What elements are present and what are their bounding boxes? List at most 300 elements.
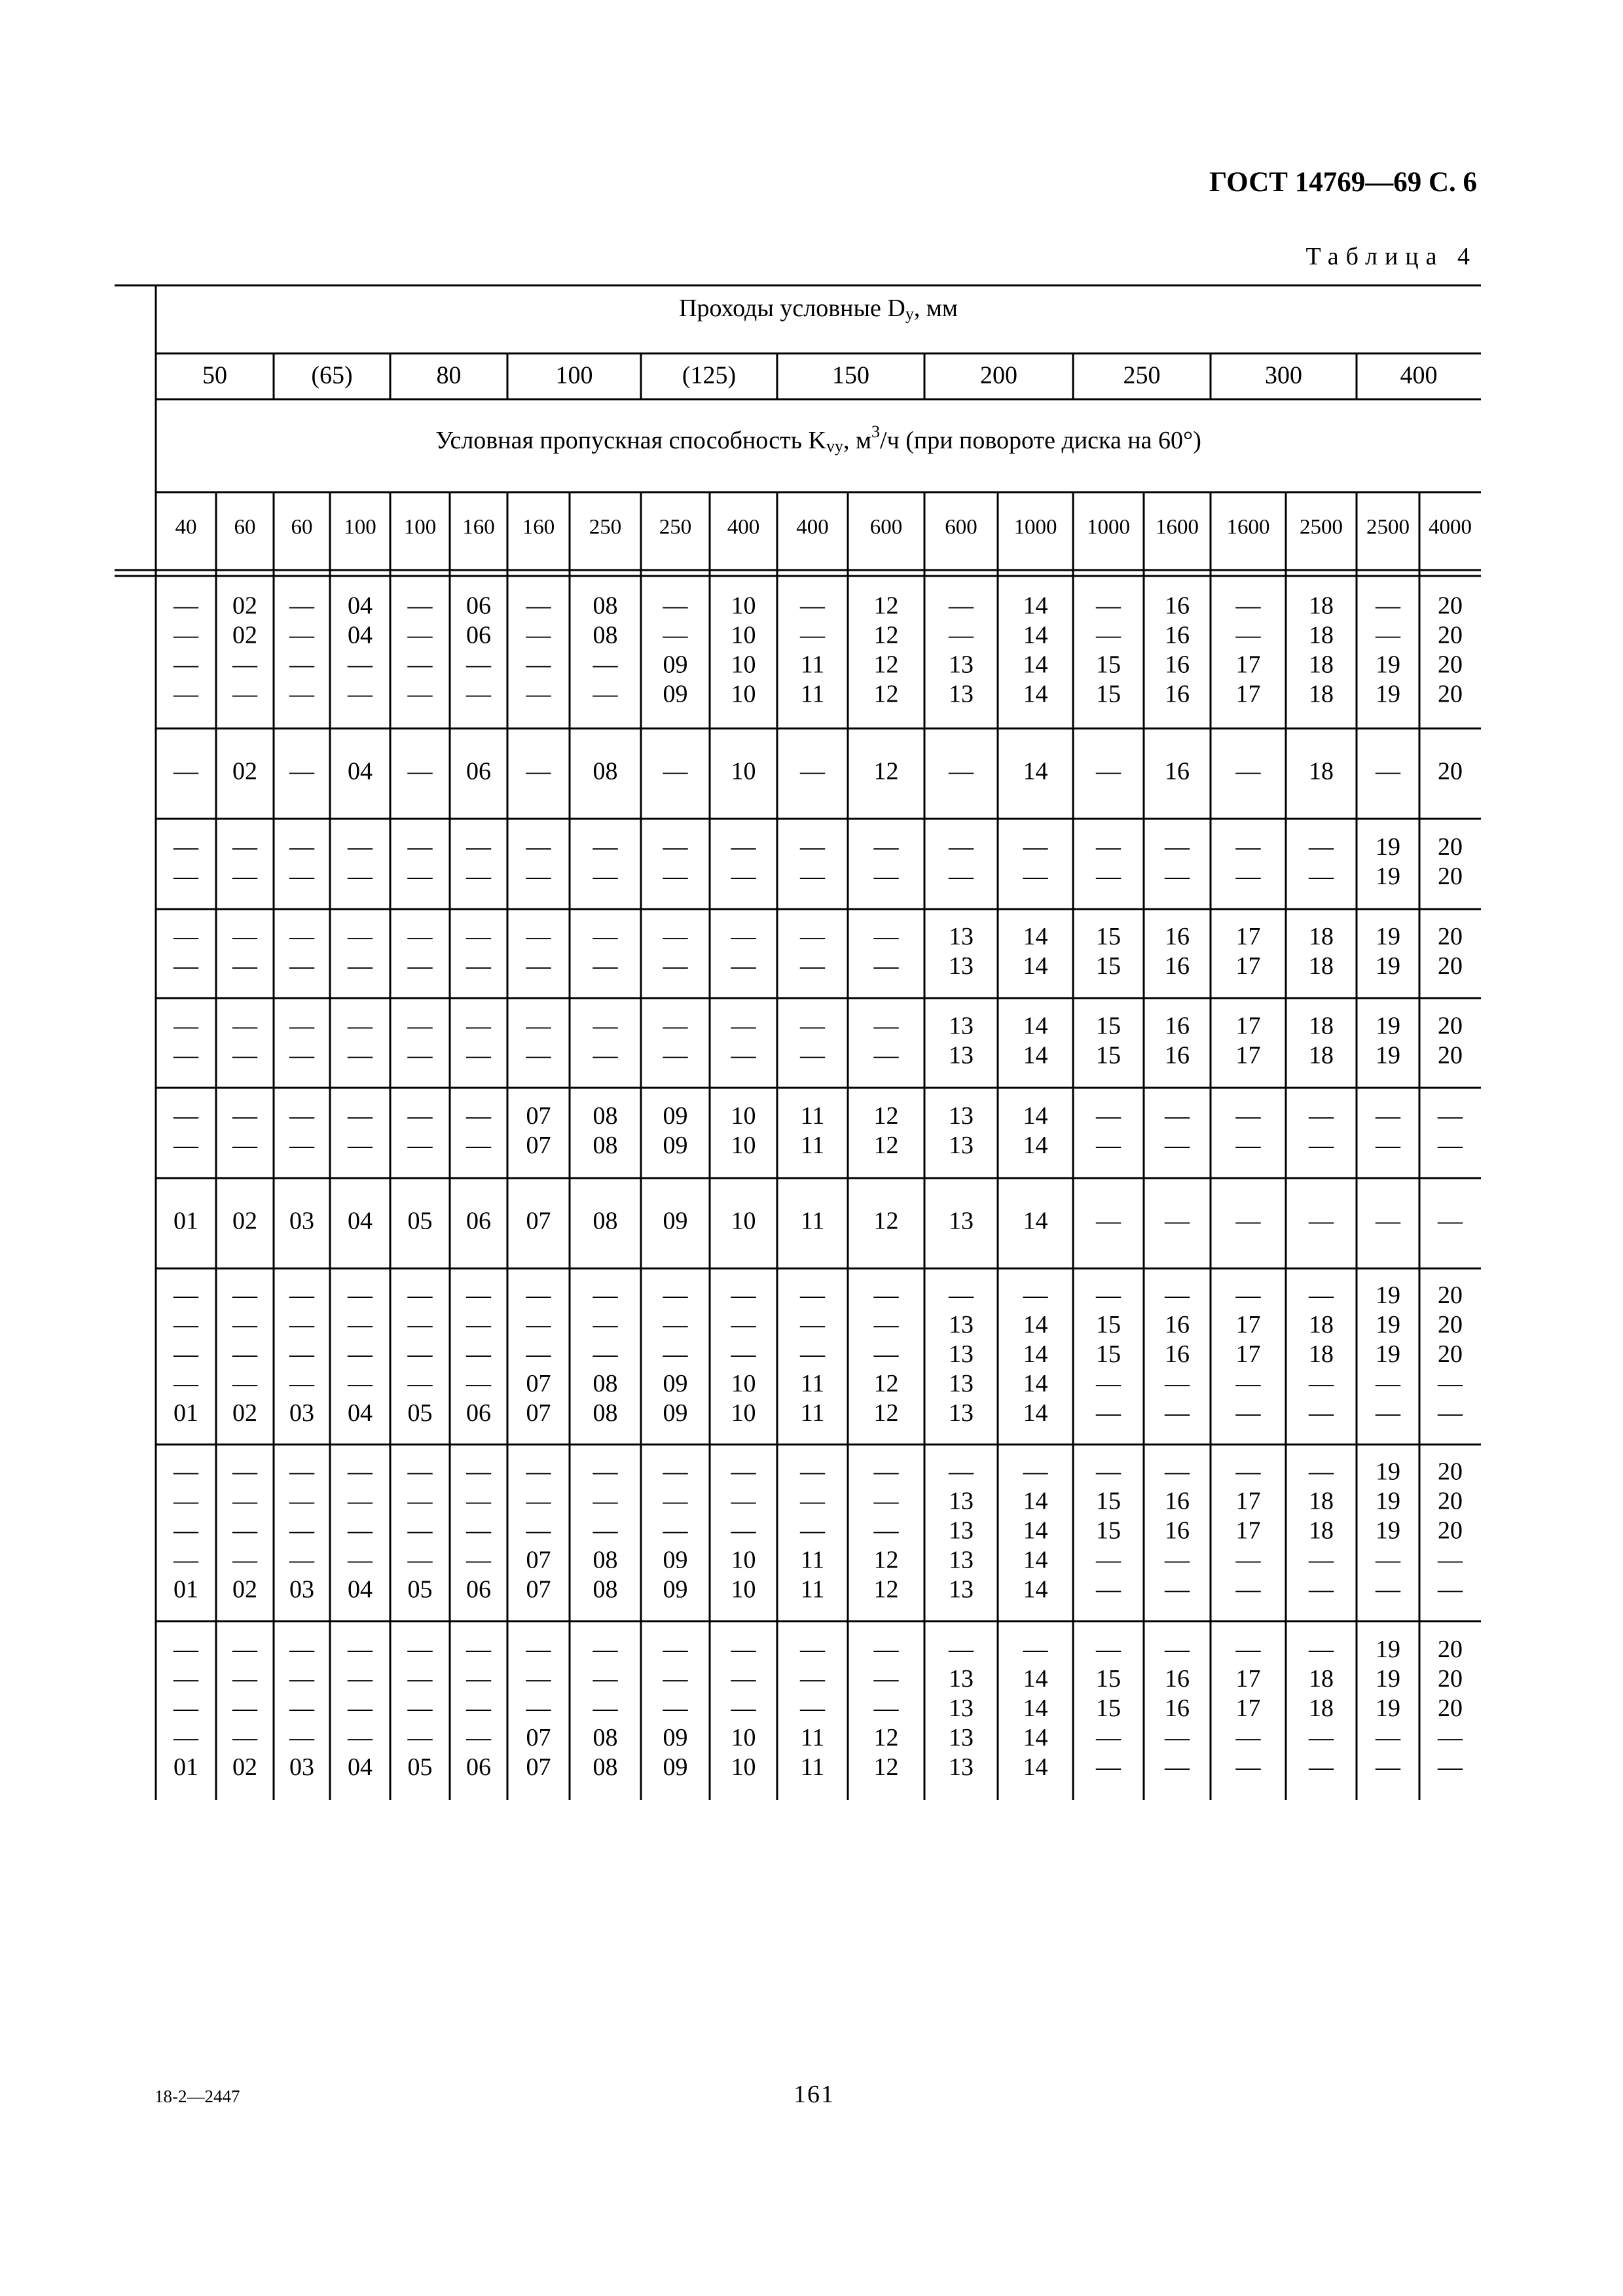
table-cell: 16 bbox=[1165, 1340, 1190, 1369]
table-cell: 10 bbox=[731, 1132, 756, 1160]
table-cell: 02 bbox=[232, 1575, 257, 1604]
table-cell: — bbox=[173, 1102, 198, 1130]
table-cell: — bbox=[800, 1012, 825, 1040]
table-cell: 07 bbox=[526, 1753, 551, 1782]
table-cell: — bbox=[800, 1636, 825, 1664]
kv-value-label: 1600 bbox=[1226, 515, 1270, 539]
table-cell: — bbox=[663, 757, 688, 785]
table-cell: — bbox=[1096, 1724, 1121, 1752]
table-cell: — bbox=[593, 833, 618, 861]
table-cell: — bbox=[1235, 1724, 1261, 1752]
table-cell: — bbox=[949, 1636, 974, 1664]
table-cell: 19 bbox=[1376, 1487, 1400, 1515]
table-cell: 11 bbox=[800, 1724, 825, 1752]
table-cell: 15 bbox=[1096, 1311, 1121, 1339]
table-cell: 04 bbox=[348, 621, 373, 649]
diameter-label: 80 bbox=[436, 361, 462, 389]
table-cell: — bbox=[873, 1012, 899, 1040]
table-cell: — bbox=[873, 1041, 899, 1069]
table-cell: — bbox=[873, 923, 899, 951]
table-cell: — bbox=[466, 680, 491, 708]
table-cell: 12 bbox=[873, 1132, 899, 1160]
table-cell: 15 bbox=[1096, 923, 1121, 951]
table-cell: 16 bbox=[1165, 1516, 1190, 1545]
table-cell: — bbox=[663, 1516, 688, 1545]
table-cell: — bbox=[593, 1282, 618, 1310]
table-cell: — bbox=[663, 952, 688, 980]
table-cell: — bbox=[731, 1041, 756, 1069]
table-cell: — bbox=[663, 1041, 688, 1069]
table-cell: 19 bbox=[1376, 923, 1400, 951]
table-cell: — bbox=[232, 1340, 257, 1369]
table-cell: 10 bbox=[731, 757, 756, 785]
table-cell: 17 bbox=[1235, 1695, 1261, 1723]
table-cell: — bbox=[1096, 1399, 1121, 1427]
table-cell: — bbox=[526, 833, 551, 861]
table-cell: — bbox=[466, 1724, 491, 1752]
table-cell: — bbox=[1096, 833, 1121, 861]
table-cell: 04 bbox=[348, 1575, 373, 1604]
table-cell: 11 bbox=[800, 1546, 825, 1574]
table-cell: — bbox=[232, 1012, 257, 1040]
table-cell: — bbox=[1165, 1458, 1190, 1486]
table-cell: 08 bbox=[593, 1546, 618, 1574]
table-cell: — bbox=[1438, 1546, 1463, 1574]
table-cell: — bbox=[289, 1340, 314, 1369]
table-cell: 18 bbox=[1309, 1665, 1334, 1693]
table-cell: 14 bbox=[1023, 1207, 1048, 1235]
table-cell: 13 bbox=[949, 1724, 974, 1752]
table-cell: — bbox=[873, 1665, 899, 1693]
table-cell: — bbox=[526, 680, 551, 708]
table-cell: 13 bbox=[949, 1399, 974, 1427]
table-cell: 19 bbox=[1376, 1340, 1400, 1369]
table-cell: 19 bbox=[1376, 1012, 1400, 1040]
table-cell: 13 bbox=[949, 680, 974, 708]
table-cell: — bbox=[466, 651, 491, 679]
table-cell: — bbox=[289, 680, 314, 708]
kv-value-label: 600 bbox=[869, 515, 903, 539]
table-cell: — bbox=[232, 1516, 257, 1545]
table-cell: 07 bbox=[526, 1102, 551, 1130]
table-cell: 19 bbox=[1376, 952, 1400, 980]
table-cell: — bbox=[949, 757, 974, 785]
table-cell: — bbox=[1023, 863, 1048, 891]
table-cell: — bbox=[1096, 1458, 1121, 1486]
table-cell: — bbox=[800, 863, 825, 891]
table-cell: 09 bbox=[663, 1753, 688, 1782]
kv-value-label: 4000 bbox=[1429, 515, 1472, 539]
kv-value-label: 100 bbox=[403, 515, 437, 539]
table-cell: — bbox=[800, 1041, 825, 1069]
table-cell: — bbox=[1376, 1753, 1400, 1782]
table-cell: 09 bbox=[663, 1102, 688, 1130]
table-cell: 19 bbox=[1376, 1636, 1400, 1664]
table-cell: 02 bbox=[232, 1399, 257, 1427]
table-cell: 20 bbox=[1438, 1487, 1463, 1515]
table-cell: 20 bbox=[1438, 1282, 1463, 1310]
table-cell: 19 bbox=[1376, 680, 1400, 708]
table-cell: — bbox=[289, 1487, 314, 1515]
table-cell: — bbox=[1096, 1546, 1121, 1574]
table-cell: — bbox=[466, 1102, 491, 1130]
table-cell: — bbox=[1165, 1370, 1190, 1398]
table-cell: — bbox=[949, 1458, 974, 1486]
table-cell: 12 bbox=[873, 651, 899, 679]
table-cell: — bbox=[1235, 1753, 1261, 1782]
table-cell: 09 bbox=[663, 1132, 688, 1160]
table-cell: 02 bbox=[232, 1753, 257, 1782]
table-cell: 10 bbox=[731, 1546, 756, 1574]
table-cell: 17 bbox=[1235, 1041, 1261, 1069]
table-cell: — bbox=[173, 1487, 198, 1515]
table-cell: — bbox=[731, 1487, 756, 1515]
table-cell: — bbox=[348, 1724, 373, 1752]
table-cell: — bbox=[1309, 1636, 1334, 1664]
table-cell: — bbox=[173, 1311, 198, 1339]
table-cell: — bbox=[1309, 1399, 1334, 1427]
table-cell: — bbox=[1376, 621, 1400, 649]
table-cell: — bbox=[800, 1282, 825, 1310]
table-cell: 13 bbox=[949, 1516, 974, 1545]
table-cell: 12 bbox=[873, 1370, 899, 1398]
table-cell: — bbox=[731, 923, 756, 951]
table-cell: — bbox=[593, 680, 618, 708]
table-cell: 04 bbox=[348, 757, 373, 785]
diameter-label: 300 bbox=[1265, 361, 1302, 389]
table-cell: 13 bbox=[949, 1102, 974, 1130]
kv-value-label: 60 bbox=[291, 515, 313, 539]
table-cell: 18 bbox=[1309, 1695, 1334, 1723]
table-cell: — bbox=[289, 1282, 314, 1310]
table-cell: — bbox=[348, 833, 373, 861]
table-cell: 14 bbox=[1023, 1695, 1048, 1723]
table-cell: — bbox=[1235, 1132, 1261, 1160]
table-cell: 14 bbox=[1023, 1546, 1048, 1574]
table-cell: — bbox=[348, 1636, 373, 1664]
kv-value-label: 1000 bbox=[1087, 515, 1130, 539]
table-cell: — bbox=[348, 1370, 373, 1398]
table-cell: — bbox=[289, 1311, 314, 1339]
table-cell: — bbox=[173, 651, 198, 679]
table-cell: — bbox=[173, 1132, 198, 1160]
table-cell: — bbox=[1023, 1458, 1048, 1486]
table-cell: — bbox=[466, 952, 491, 980]
table-cell: 12 bbox=[873, 592, 899, 620]
table-cell: — bbox=[232, 680, 257, 708]
table-cell: 06 bbox=[466, 1399, 491, 1427]
table-cell: — bbox=[1096, 863, 1121, 891]
table-cell: 17 bbox=[1235, 1012, 1261, 1040]
table-cell: — bbox=[663, 1311, 688, 1339]
table-cell: — bbox=[289, 1458, 314, 1486]
table-cell: 20 bbox=[1438, 1311, 1463, 1339]
table-cell: 03 bbox=[289, 1399, 314, 1427]
table-cell: 13 bbox=[949, 1665, 974, 1693]
table-cell: — bbox=[232, 1695, 257, 1723]
table-cell: — bbox=[800, 833, 825, 861]
table-cell: 15 bbox=[1096, 952, 1121, 980]
table-cell: 17 bbox=[1235, 1516, 1261, 1545]
table-cell: — bbox=[407, 863, 433, 891]
table-cell: 07 bbox=[526, 1207, 551, 1235]
table-cell: — bbox=[1235, 1636, 1261, 1664]
table-cell: — bbox=[1309, 1724, 1334, 1752]
table-cell: — bbox=[800, 1340, 825, 1369]
kv-value-label: 250 bbox=[589, 515, 622, 539]
table-cell: — bbox=[1165, 1575, 1190, 1604]
table-cell: 14 bbox=[1023, 1132, 1048, 1160]
table-cell: — bbox=[466, 923, 491, 951]
table-cell: 14 bbox=[1023, 1724, 1048, 1752]
table-cell: 15 bbox=[1096, 1665, 1121, 1693]
table-cell: — bbox=[593, 1041, 618, 1069]
table-cell: 11 bbox=[800, 1102, 825, 1130]
table-cell: — bbox=[1096, 1132, 1121, 1160]
table-cell: — bbox=[593, 1487, 618, 1515]
table-cell: — bbox=[173, 952, 198, 980]
table-cell: 08 bbox=[593, 1399, 618, 1427]
table-cell: 19 bbox=[1376, 651, 1400, 679]
table-cell: 18 bbox=[1309, 621, 1334, 649]
table-cell: 18 bbox=[1309, 680, 1334, 708]
table-cell: — bbox=[1309, 1458, 1334, 1486]
table-cell: — bbox=[526, 1311, 551, 1339]
table-cell: — bbox=[232, 1132, 257, 1160]
table-cell: — bbox=[289, 1370, 314, 1398]
table-cell: — bbox=[949, 1282, 974, 1310]
table-cell: 05 bbox=[407, 1575, 433, 1604]
table-cell: — bbox=[1376, 1399, 1400, 1427]
table-cell: 06 bbox=[466, 757, 491, 785]
table-cell: 13 bbox=[949, 1311, 974, 1339]
table-cell: 16 bbox=[1165, 952, 1190, 980]
table-cell: — bbox=[289, 863, 314, 891]
table-cell: — bbox=[1376, 1575, 1400, 1604]
table-cell: 10 bbox=[731, 1102, 756, 1130]
table-cell: — bbox=[1096, 1207, 1121, 1235]
table-cell: — bbox=[232, 1546, 257, 1574]
table-cell: — bbox=[466, 1487, 491, 1515]
table-cell: — bbox=[232, 1724, 257, 1752]
table-cell: 10 bbox=[731, 592, 756, 620]
table-cell: 14 bbox=[1023, 1340, 1048, 1369]
table-cell: — bbox=[800, 1458, 825, 1486]
table-cell: 15 bbox=[1096, 1041, 1121, 1069]
table-cell: 13 bbox=[949, 1132, 974, 1160]
table-cell: — bbox=[173, 680, 198, 708]
table-cell: 20 bbox=[1438, 1516, 1463, 1545]
table-cell: — bbox=[348, 1012, 373, 1040]
table-cell: — bbox=[407, 1132, 433, 1160]
table-cell: 20 bbox=[1438, 680, 1463, 708]
table-cell: 14 bbox=[1023, 1753, 1048, 1782]
table-cell: — bbox=[1235, 757, 1261, 785]
table-cell: — bbox=[1309, 863, 1334, 891]
footer-code: 18-2—2447 bbox=[155, 2087, 240, 2106]
table-cell: — bbox=[731, 863, 756, 891]
table-cell: — bbox=[1438, 1207, 1463, 1235]
table-cell: 16 bbox=[1165, 1695, 1190, 1723]
table-cell: 04 bbox=[348, 1753, 373, 1782]
table-cell: — bbox=[1309, 1132, 1334, 1160]
table-cell: — bbox=[731, 1282, 756, 1310]
table-cell: 08 bbox=[593, 1753, 618, 1782]
table-cell: — bbox=[466, 1370, 491, 1398]
table-cell: 07 bbox=[526, 1546, 551, 1574]
table-cell: 11 bbox=[800, 1207, 825, 1235]
table-cell: — bbox=[466, 1132, 491, 1160]
table-cell: — bbox=[593, 1458, 618, 1486]
table-cell: — bbox=[289, 1012, 314, 1040]
table-cell: 16 bbox=[1165, 680, 1190, 708]
table-cell: — bbox=[873, 1340, 899, 1369]
table-cell: — bbox=[466, 1546, 491, 1574]
table-cell: — bbox=[232, 863, 257, 891]
table-cell: 20 bbox=[1438, 651, 1463, 679]
nominal-passage-title: Проходы условные $D_у$, мм bbox=[679, 294, 958, 323]
table-cell: 14 bbox=[1023, 1665, 1048, 1693]
kv-value-label: 2500 bbox=[1300, 515, 1343, 539]
table-cell: — bbox=[1438, 1399, 1463, 1427]
table-cell: — bbox=[348, 1695, 373, 1723]
table-cell: 13 bbox=[949, 923, 974, 951]
table-cell: — bbox=[466, 1282, 491, 1310]
kv-value-label: 1000 bbox=[1013, 515, 1057, 539]
table-cell: 20 bbox=[1438, 923, 1463, 951]
table-cell: — bbox=[173, 1282, 198, 1310]
table-cell: 19 bbox=[1376, 1695, 1400, 1723]
table-cell: 09 bbox=[663, 680, 688, 708]
table-cell: 09 bbox=[663, 1724, 688, 1752]
table-cell: 08 bbox=[593, 1724, 618, 1752]
table-cell: — bbox=[949, 621, 974, 649]
table-cell: — bbox=[1096, 1370, 1121, 1398]
table-cell: — bbox=[526, 1487, 551, 1515]
table-cell: 18 bbox=[1309, 923, 1334, 951]
table-cell: — bbox=[407, 1636, 433, 1664]
table-cell: — bbox=[348, 1132, 373, 1160]
table-cell: — bbox=[407, 1665, 433, 1693]
table-cell: 13 bbox=[949, 1575, 974, 1604]
table-cell: 18 bbox=[1309, 592, 1334, 620]
table-cell: — bbox=[526, 1665, 551, 1693]
table-cell: — bbox=[800, 923, 825, 951]
table-cell: 20 bbox=[1438, 621, 1463, 649]
table-cell: — bbox=[663, 923, 688, 951]
table-cell: — bbox=[232, 651, 257, 679]
table-cell: — bbox=[407, 1012, 433, 1040]
table-cell: 12 bbox=[873, 757, 899, 785]
table-cell: 01 bbox=[173, 1399, 198, 1427]
table-cell: — bbox=[1235, 592, 1261, 620]
table-cell: 02 bbox=[232, 1207, 257, 1235]
table-cell: 20 bbox=[1438, 1636, 1463, 1664]
table-cell: — bbox=[1235, 863, 1261, 891]
table-cell: 13 bbox=[949, 651, 974, 679]
table-cell: — bbox=[173, 621, 198, 649]
diameter-label: (65) bbox=[311, 361, 353, 389]
table-cell: — bbox=[173, 1041, 198, 1069]
table-cell: 14 bbox=[1023, 680, 1048, 708]
table-cell: 06 bbox=[466, 1753, 491, 1782]
table-cell: 01 bbox=[173, 1575, 198, 1604]
kv-value-label: 2500 bbox=[1366, 515, 1410, 539]
table-cell: 10 bbox=[731, 1753, 756, 1782]
kv-value-label: 1600 bbox=[1156, 515, 1199, 539]
table-cell: 13 bbox=[949, 952, 974, 980]
table-cell: 18 bbox=[1309, 952, 1334, 980]
table-cell: — bbox=[466, 1041, 491, 1069]
table-cell: — bbox=[232, 1458, 257, 1486]
table-cell: — bbox=[1096, 1575, 1121, 1604]
table-cell: 13 bbox=[949, 1041, 974, 1069]
table-cell: — bbox=[526, 621, 551, 649]
table-cell: — bbox=[731, 952, 756, 980]
table-cell: 06 bbox=[466, 592, 491, 620]
table-cell: — bbox=[466, 1636, 491, 1664]
table-cell: — bbox=[173, 1636, 198, 1664]
kv-value-label: 600 bbox=[945, 515, 977, 539]
table-cell: 10 bbox=[731, 1724, 756, 1752]
table-cell: — bbox=[407, 1487, 433, 1515]
table-cell: 16 bbox=[1165, 1041, 1190, 1069]
table-cell: — bbox=[289, 621, 314, 649]
kv-value-label: 160 bbox=[522, 515, 555, 539]
table-cell: — bbox=[289, 651, 314, 679]
table-cell: — bbox=[1165, 1102, 1190, 1130]
table-cell: 18 bbox=[1309, 1311, 1334, 1339]
table-cell: 10 bbox=[731, 1575, 756, 1604]
table-cell: — bbox=[1235, 1458, 1261, 1486]
table-cell: — bbox=[1235, 1370, 1261, 1398]
table-cell: 20 bbox=[1438, 757, 1463, 785]
table-cell: — bbox=[289, 1665, 314, 1693]
table-cell: — bbox=[593, 863, 618, 891]
table-cell: — bbox=[289, 592, 314, 620]
table-cell: — bbox=[593, 1665, 618, 1693]
table-cell: — bbox=[731, 1340, 756, 1369]
table-cell: — bbox=[800, 757, 825, 785]
table-cell: — bbox=[1165, 863, 1190, 891]
table-cell: 13 bbox=[949, 1207, 974, 1235]
table-cell: — bbox=[1235, 1399, 1261, 1427]
table-cell: — bbox=[1438, 1132, 1463, 1160]
table-cell: 16 bbox=[1165, 757, 1190, 785]
table-cell: — bbox=[663, 1012, 688, 1040]
table-cell: — bbox=[1309, 833, 1334, 861]
table-cell: — bbox=[407, 1041, 433, 1069]
table-cell: — bbox=[526, 923, 551, 951]
table-cell: — bbox=[800, 621, 825, 649]
table-cell: 03 bbox=[289, 1207, 314, 1235]
table-cell: — bbox=[289, 1041, 314, 1069]
table-cell: 18 bbox=[1309, 1012, 1334, 1040]
table-cell: — bbox=[173, 833, 198, 861]
table-cell: — bbox=[800, 1695, 825, 1723]
kv-value-label: 400 bbox=[727, 515, 760, 539]
table-cell: — bbox=[1096, 757, 1121, 785]
table-cell: 09 bbox=[663, 651, 688, 679]
table-cell: 12 bbox=[873, 1575, 899, 1604]
table-cell: — bbox=[173, 1340, 198, 1369]
table-cell: — bbox=[731, 833, 756, 861]
table-cell: 17 bbox=[1235, 1340, 1261, 1369]
table-cell: 13 bbox=[949, 1695, 974, 1723]
table-cell: 07 bbox=[526, 1399, 551, 1427]
table-cell: 10 bbox=[731, 1399, 756, 1427]
table-cell: — bbox=[526, 1340, 551, 1369]
